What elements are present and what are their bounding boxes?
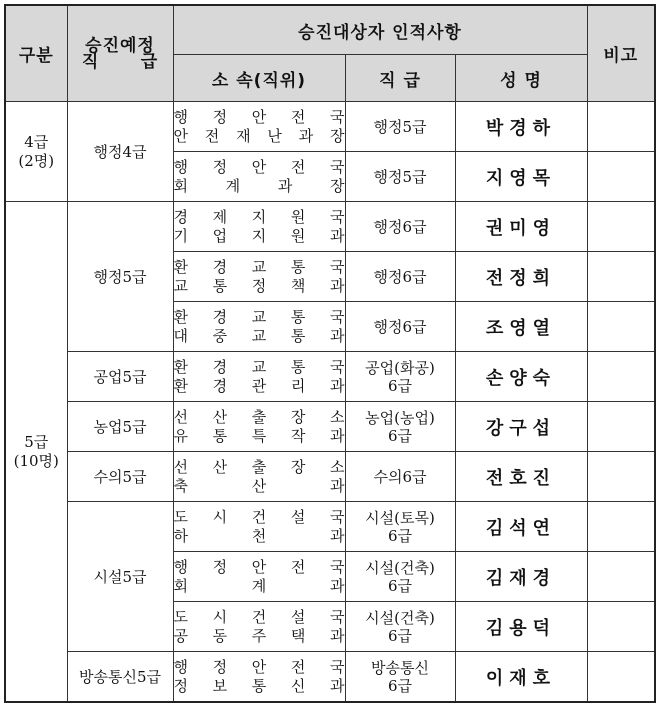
candidate-name: 김석연 — [455, 502, 587, 552]
candidate-name: 지영목 — [455, 152, 587, 202]
rank-line2: 6급 — [387, 676, 413, 695]
department-char: 계 — [225, 176, 241, 195]
rank-line1: 행정6급 — [373, 317, 427, 336]
department-char: 전 — [290, 107, 306, 126]
rank-cell — [345, 652, 455, 703]
rank-cell — [345, 402, 455, 452]
department-char: 행 — [173, 557, 188, 576]
department-cell — [173, 202, 345, 252]
department-char: 책 — [290, 276, 306, 295]
department-char: 장 — [290, 457, 306, 476]
department-char: 리 — [290, 376, 306, 395]
rank-line1: 공업(화공) — [365, 358, 435, 377]
department-cell — [173, 402, 345, 452]
note-cell — [587, 152, 655, 202]
department-char: 교 — [251, 357, 267, 376]
department-line1 — [174, 408, 345, 427]
department-char: 장 — [290, 407, 306, 426]
department-char: 교 — [173, 276, 188, 295]
department-char: 재 — [236, 126, 251, 145]
note-cell — [587, 352, 655, 402]
department-char: 계 — [251, 576, 267, 595]
department-char: 국 — [330, 607, 345, 626]
department-char: 통 — [212, 276, 228, 295]
department-char: 과 — [277, 176, 293, 195]
rank-line1: 수의6급 — [373, 467, 427, 486]
rank-cell — [345, 252, 455, 302]
department-char: 경 — [212, 307, 228, 326]
department-char: 전 — [204, 126, 220, 145]
department-char: 국 — [330, 357, 345, 376]
department-char: 과 — [330, 426, 345, 445]
department-char: 전 — [290, 657, 306, 676]
rank-line1: 방송통신 — [371, 658, 429, 677]
header-target-position-line1: 승진예정 — [85, 35, 155, 56]
department-char: 통 — [251, 676, 267, 695]
rank-cell — [345, 202, 455, 252]
candidate-name: 김용덕 — [455, 602, 587, 652]
department-char: 유 — [173, 426, 188, 445]
rank-line1: 시설(건축) — [365, 608, 435, 627]
department-char: 통 — [290, 307, 306, 326]
note-cell — [587, 552, 655, 602]
department-line2 — [174, 677, 345, 696]
note-cell — [587, 452, 655, 502]
candidate-name: 이재호 — [455, 652, 587, 703]
candidate-name: 손양숙 — [455, 352, 587, 402]
department-char: 과 — [298, 126, 314, 145]
department-char: 도 — [173, 607, 188, 626]
note-cell — [587, 102, 655, 152]
department-char: 특 — [251, 426, 267, 445]
header-name: 성 명 — [455, 55, 587, 102]
department-char: 국 — [330, 657, 345, 676]
rank-line2: 6급 — [387, 426, 413, 445]
department-line1 — [174, 508, 345, 527]
rank-line1: 행정5급 — [373, 117, 427, 136]
department-char: 국 — [330, 157, 345, 176]
department-char: 기 — [173, 226, 188, 245]
department-cell — [173, 552, 345, 602]
department-char: 축 — [173, 476, 188, 495]
table-row — [5, 102, 655, 152]
candidate-name: 전호진 — [455, 452, 587, 502]
department-char: 과 — [330, 526, 345, 545]
department-char: 설 — [290, 607, 306, 626]
department-char: 환 — [173, 376, 188, 395]
department-cell — [173, 602, 345, 652]
candidate-name: 전정희 — [455, 252, 587, 302]
department-line1 — [174, 358, 345, 377]
department-char: 전 — [290, 557, 306, 576]
department-line1 — [174, 658, 345, 677]
department-char: 안 — [251, 657, 267, 676]
department-char: 관 — [251, 376, 267, 395]
department-char: 회 — [173, 176, 188, 195]
department-char: 제 — [212, 207, 228, 226]
rank-cell — [345, 302, 455, 352]
department-cell — [173, 302, 345, 352]
department-char: 장 — [329, 126, 345, 145]
rank-cell — [345, 502, 455, 552]
department-char: 업 — [212, 226, 228, 245]
department-char: 행 — [173, 107, 188, 126]
department-char: 산 — [251, 476, 267, 495]
department-char: 안 — [251, 107, 267, 126]
note-cell — [587, 302, 655, 352]
rank-line1: 시설(건축) — [365, 558, 435, 577]
header-note: 비고 — [587, 5, 655, 102]
rank-cell — [345, 452, 455, 502]
department-char: 산 — [212, 407, 228, 426]
department-char: 행 — [173, 157, 188, 176]
department-char: 환 — [173, 357, 188, 376]
department-char: 하 — [173, 526, 188, 545]
department-char: 출 — [251, 457, 267, 476]
department-char: 정 — [212, 557, 228, 576]
group-label-line1: 5급 — [24, 432, 49, 451]
candidate-name: 김재경 — [455, 552, 587, 602]
table-row — [5, 202, 655, 252]
rank-line1: 행정6급 — [373, 267, 427, 286]
target-position-cell: 수의5급 — [67, 452, 173, 502]
department-char: 선 — [173, 457, 188, 476]
group-cell — [5, 102, 67, 202]
department-char: 과 — [330, 376, 345, 395]
department-char: 환 — [173, 307, 188, 326]
header-rank: 직 급 — [345, 55, 455, 102]
department-char: 장 — [329, 176, 345, 195]
department-char: 산 — [212, 457, 228, 476]
department-char: 원 — [290, 226, 306, 245]
department-char: 정 — [212, 657, 228, 676]
rank-cell — [345, 102, 455, 152]
department-char: 건 — [251, 607, 267, 626]
department-char: 통 — [290, 357, 306, 376]
department-line1 — [174, 208, 345, 227]
department-char: 국 — [330, 557, 345, 576]
department-char: 국 — [330, 507, 345, 526]
department-char: 교 — [251, 307, 267, 326]
rank-line1: 시설(토목) — [365, 508, 435, 527]
department-char: 정 — [251, 276, 267, 295]
department-char: 전 — [290, 157, 306, 176]
department-char: 과 — [330, 276, 345, 295]
group-label-line1: 4급 — [24, 132, 49, 151]
department-char: 시 — [212, 507, 228, 526]
department-cell — [173, 252, 345, 302]
department-char: 택 — [290, 626, 306, 645]
department-line2 — [174, 177, 345, 196]
department-cell — [173, 652, 345, 703]
target-position-cell: 방송통신5급 — [67, 652, 173, 703]
department-line2 — [174, 377, 345, 396]
note-cell — [587, 402, 655, 452]
department-char: 천 — [251, 526, 267, 545]
department-line2 — [174, 527, 345, 546]
group-cell — [5, 202, 67, 703]
department-char: 동 — [212, 626, 228, 645]
department-char: 통 — [290, 326, 306, 345]
department-char: 보 — [212, 676, 228, 695]
department-cell — [173, 502, 345, 552]
department-char: 행 — [173, 657, 188, 676]
department-line2 — [174, 577, 345, 596]
department-char: 국 — [330, 307, 345, 326]
note-cell — [587, 502, 655, 552]
department-line1 — [174, 158, 345, 177]
department-line1 — [174, 608, 345, 627]
header-department: 소 속(직위) — [173, 55, 345, 102]
rank-line2: 6급 — [387, 376, 413, 395]
department-char: 안 — [251, 557, 267, 576]
department-char: 정 — [212, 107, 228, 126]
department-line1 — [174, 458, 345, 477]
department-line1 — [174, 108, 345, 127]
department-char: 과 — [330, 576, 345, 595]
department-char: 소 — [330, 407, 345, 426]
table-row — [5, 502, 655, 552]
table-row — [5, 352, 655, 402]
department-char: 안 — [173, 126, 188, 145]
target-position-cell: 행정4급 — [67, 102, 173, 202]
department-char: 지 — [251, 207, 267, 226]
department-char: 작 — [290, 426, 306, 445]
department-char: 정 — [173, 676, 188, 695]
department-char: 국 — [330, 257, 345, 276]
note-cell — [587, 202, 655, 252]
department-char: 경 — [212, 376, 228, 395]
rank-cell — [345, 552, 455, 602]
header-group: 구분 — [5, 5, 67, 102]
target-position-cell: 농업5급 — [67, 402, 173, 452]
department-char: 소 — [330, 457, 345, 476]
department-char: 신 — [290, 676, 306, 695]
department-char: 정 — [212, 157, 228, 176]
department-line2 — [174, 277, 345, 296]
department-char: 교 — [251, 326, 267, 345]
target-position-cell: 시설5급 — [67, 502, 173, 652]
promotion-candidates-table — [4, 4, 656, 703]
rank-line2: 6급 — [387, 526, 413, 545]
department-char: 안 — [251, 157, 267, 176]
department-cell — [173, 452, 345, 502]
department-char: 과 — [330, 676, 345, 695]
target-position-cell: 공업5급 — [67, 352, 173, 402]
candidate-name: 조영열 — [455, 302, 587, 352]
department-char: 공 — [173, 626, 188, 645]
department-char: 과 — [330, 326, 345, 345]
department-line2 — [174, 127, 345, 146]
department-char: 환 — [173, 257, 188, 276]
department-char: 경 — [212, 357, 228, 376]
department-line1 — [174, 258, 345, 277]
department-char: 건 — [251, 507, 267, 526]
department-line1 — [174, 308, 345, 327]
department-char: 설 — [290, 507, 306, 526]
department-line2 — [174, 427, 345, 446]
table-row — [5, 652, 655, 703]
department-char: 통 — [212, 426, 228, 445]
department-char: 중 — [212, 326, 228, 345]
department-char: 경 — [212, 257, 228, 276]
department-char: 시 — [212, 607, 228, 626]
department-char: 회 — [173, 576, 188, 595]
candidate-name: 강구섭 — [455, 402, 587, 452]
department-char: 출 — [251, 407, 267, 426]
department-cell — [173, 152, 345, 202]
department-char: 통 — [290, 257, 306, 276]
department-char: 도 — [173, 507, 188, 526]
department-char: 주 — [251, 626, 267, 645]
department-line2 — [174, 327, 345, 346]
rank-line1: 행정6급 — [373, 217, 427, 236]
table-body — [5, 102, 655, 703]
department-line2 — [174, 627, 345, 646]
rank-cell — [345, 602, 455, 652]
candidate-name: 권미영 — [455, 202, 587, 252]
note-cell — [587, 602, 655, 652]
group-label-line2: (2명) — [18, 151, 55, 170]
table-row — [5, 402, 655, 452]
department-line2 — [174, 227, 345, 246]
department-char: 원 — [290, 207, 306, 226]
department-line1 — [174, 558, 345, 577]
department-char: 국 — [330, 207, 345, 226]
target-position-cell: 행정5급 — [67, 202, 173, 352]
department-char: 선 — [173, 407, 188, 426]
rank-line2: 6급 — [387, 576, 413, 595]
department-cell — [173, 352, 345, 402]
table-row — [5, 452, 655, 502]
note-cell — [587, 252, 655, 302]
department-char: 국 — [330, 107, 345, 126]
header-candidates: 승진대상자 인적사항 — [173, 5, 587, 55]
department-char: 지 — [251, 226, 267, 245]
department-char: 난 — [267, 126, 282, 145]
department-char: 과 — [330, 226, 345, 245]
note-cell — [587, 652, 655, 703]
department-char: 경 — [173, 207, 188, 226]
rank-line1: 농업(농업) — [365, 408, 435, 427]
department-char: 대 — [173, 326, 188, 345]
department-cell — [173, 102, 345, 152]
department-char: 교 — [251, 257, 267, 276]
department-char: 과 — [330, 476, 345, 495]
rank-cell — [345, 152, 455, 202]
department-char: 과 — [330, 626, 345, 645]
candidate-name: 박경하 — [455, 102, 587, 152]
department-line2 — [174, 477, 345, 496]
group-label-line2: (10명) — [13, 451, 59, 470]
rank-cell — [345, 352, 455, 402]
header-target-position — [67, 5, 173, 102]
rank-line1: 행정5급 — [373, 167, 427, 186]
rank-line2: 6급 — [387, 626, 413, 645]
header-target-position-line2: 직 급 — [81, 51, 159, 72]
